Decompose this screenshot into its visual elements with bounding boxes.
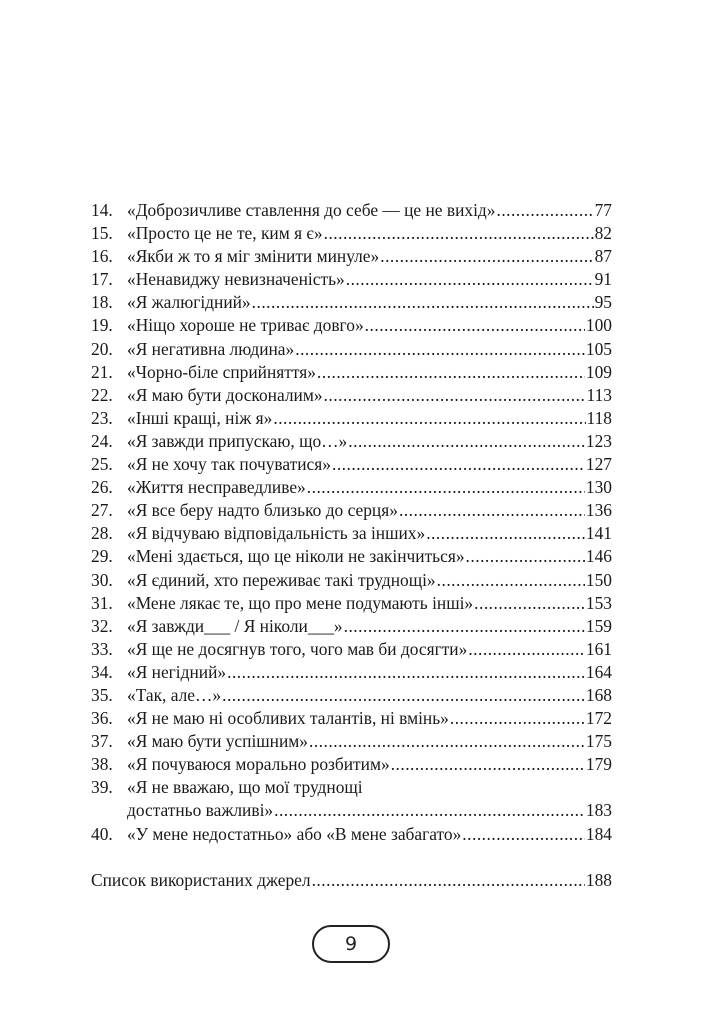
toc-entry[interactable] xyxy=(91,707,612,730)
toc-entry-number: 15. xyxy=(91,223,113,244)
toc-entry-number: 31. xyxy=(91,592,113,613)
leader-dots xyxy=(324,222,594,245)
toc-entry-number: 23. xyxy=(91,407,113,428)
toc-entry-title: «Я відчуваю відповідальність за інших» xyxy=(127,523,426,544)
leader-dots xyxy=(227,661,585,684)
leader-dots xyxy=(468,638,585,661)
page-number-badge xyxy=(312,925,390,963)
toc-entry-page: 159 xyxy=(585,615,612,636)
leader-dots xyxy=(348,430,585,453)
leader-dots xyxy=(426,522,585,545)
toc-entry[interactable] xyxy=(91,615,612,638)
toc-entry-page: 113 xyxy=(586,384,612,405)
leader-dots xyxy=(496,199,593,222)
toc-entry-number: 36. xyxy=(91,708,113,729)
toc-entry[interactable] xyxy=(91,545,612,568)
toc-entry-number: 34. xyxy=(91,661,113,682)
leader-dots xyxy=(346,268,594,291)
toc-entry-number: 39. xyxy=(91,777,113,798)
leader-dots xyxy=(317,361,585,384)
toc-entry-title: «Чорно-біле сприйняття» xyxy=(127,361,316,382)
leader-dots xyxy=(309,730,585,753)
leader-dots xyxy=(391,753,585,776)
toc-entry[interactable] xyxy=(91,499,612,522)
toc-entry-number: 38. xyxy=(91,754,113,775)
toc-entry-title: «Я єдиний, хто переживає такі труднощі» xyxy=(127,569,436,590)
toc-entry-number: 22. xyxy=(91,384,113,405)
toc-entry-page: 118 xyxy=(586,407,612,428)
toc-entry[interactable] xyxy=(91,453,612,476)
toc-entry[interactable] xyxy=(91,730,612,753)
page-number: 9 xyxy=(344,933,358,955)
toc-entry-number: 37. xyxy=(91,731,113,752)
toc-entry-number: 29. xyxy=(91,546,113,567)
toc-entry[interactable] xyxy=(91,638,612,661)
toc-entry-title: «Просто це не те, ким я є» xyxy=(127,223,323,244)
toc-entry-number: 17. xyxy=(91,269,113,290)
toc-entry[interactable] xyxy=(91,753,612,776)
toc-entry-page: 175 xyxy=(585,731,612,752)
toc-entry-number: 25. xyxy=(91,454,113,475)
leader-dots xyxy=(222,684,585,707)
toc-entry-title: «Я негідний» xyxy=(127,661,227,682)
toc-entry-number: 14. xyxy=(91,200,113,220)
toc-entry-title: «У мене недостатньо» або «В мене забагато» xyxy=(127,823,462,844)
toc-entry-number: 40. xyxy=(91,823,113,844)
toc-entry-page: 91 xyxy=(594,269,612,290)
toc-entry[interactable] xyxy=(91,291,612,314)
toc-entry-title: «Ніщо хороше не триває довго» xyxy=(127,315,364,336)
toc-entry-39-line1 xyxy=(91,776,612,799)
toc-entry-number: 26. xyxy=(91,477,113,498)
leader-dots xyxy=(332,453,585,476)
toc-entry-page: 188 xyxy=(585,869,612,890)
toc-entry-39-line2[interactable] xyxy=(91,799,612,822)
toc-entry-number: 21. xyxy=(91,361,113,382)
toc-entry-title: «Я не хочу так почуватися» xyxy=(127,454,331,475)
toc-entry-page: 123 xyxy=(585,430,612,451)
toc-entry[interactable] xyxy=(91,569,612,592)
toc-entry[interactable] xyxy=(91,384,612,407)
toc-entry-title-continued: достатньо важливі» xyxy=(127,800,274,821)
leader-dots xyxy=(295,338,585,361)
toc-entry-page: 127 xyxy=(585,454,612,475)
toc-entry-page: 161 xyxy=(585,638,612,659)
leader-dots xyxy=(466,545,585,568)
leader-dots xyxy=(437,569,585,592)
toc-entry-page: 105 xyxy=(585,338,612,359)
toc-entry-page: 95 xyxy=(594,292,612,313)
toc-entry-bibliography[interactable] xyxy=(91,869,612,892)
toc-entry[interactable] xyxy=(91,338,612,361)
toc-entry[interactable] xyxy=(91,361,612,384)
table-of-contents xyxy=(91,199,612,892)
toc-entry-title: «Так, але…» xyxy=(127,684,222,705)
toc-entry-page: 183 xyxy=(585,800,612,821)
leader-dots xyxy=(380,245,593,268)
toc-entry-title: «Я не маю ні особливих талантів, ні вмінь» xyxy=(127,708,449,729)
toc-entry-title: «Інші кращі, ніж я» xyxy=(127,407,273,428)
leader-dots xyxy=(344,615,585,638)
toc-entry-page: 164 xyxy=(585,661,612,682)
toc-entry-page: 153 xyxy=(585,592,612,613)
toc-entry-title: «Доброзичливе ставлення до себе — це не вихід» xyxy=(127,200,496,220)
toc-entry-title: «Я негативна людина» xyxy=(127,338,295,359)
toc-entry-page: 87 xyxy=(594,246,612,267)
toc-entry-title: «Я жалюгідний» xyxy=(127,292,251,313)
toc-entry[interactable] xyxy=(91,268,612,291)
leader-dots xyxy=(274,799,585,822)
leader-dots xyxy=(312,869,585,892)
leader-dots xyxy=(252,291,594,314)
toc-entry-number: 28. xyxy=(91,523,113,544)
leader-dots xyxy=(474,592,585,615)
toc-entry[interactable] xyxy=(91,592,612,615)
toc-entry-number: 20. xyxy=(91,338,113,359)
toc-entry-page: 109 xyxy=(585,361,612,382)
toc-entry[interactable] xyxy=(91,476,612,499)
toc-entry-page: 184 xyxy=(585,823,612,844)
leader-dots xyxy=(399,499,585,522)
toc-entry[interactable] xyxy=(91,522,612,545)
toc-entry[interactable] xyxy=(91,222,612,245)
toc-entry-page: 141 xyxy=(585,523,612,544)
toc-entry-number: 32. xyxy=(91,615,113,636)
toc-entry-page: 146 xyxy=(585,546,612,567)
toc-entry-title: «Я почуваюся морально розбитим» xyxy=(127,754,390,775)
toc-entry-number: 33. xyxy=(91,638,113,659)
toc-entry-number: 35. xyxy=(91,684,113,705)
toc-entry-number: 24. xyxy=(91,430,113,451)
toc-entry-title: «Ненавиджу невизначеність» xyxy=(127,269,345,290)
toc-entry-number: 30. xyxy=(91,569,113,590)
toc-entry-number: 16. xyxy=(91,246,113,267)
toc-entry-page: 150 xyxy=(585,569,612,590)
toc-entry-page: 82 xyxy=(594,223,612,244)
toc-entry-page: 168 xyxy=(585,684,612,705)
toc-entry[interactable] xyxy=(91,407,612,430)
toc-entry-title: «Якби ж то я міг змінити минуле» xyxy=(127,246,380,267)
toc-entry-title: «Я завжди припускаю, що…» xyxy=(127,430,348,451)
leader-dots xyxy=(307,476,585,499)
toc-entry-number: 18. xyxy=(91,292,113,313)
toc-entry-number: 19. xyxy=(91,315,113,336)
toc-entry-40[interactable] xyxy=(91,823,612,846)
leader-dots xyxy=(365,314,585,337)
toc-entry[interactable] xyxy=(91,661,612,684)
toc-entry-title: «Я завжди___ / Я ніколи___» xyxy=(127,615,343,636)
toc-entry[interactable] xyxy=(91,430,612,453)
toc-entry[interactable] xyxy=(91,314,612,337)
toc-entry-page: 77 xyxy=(594,200,612,220)
toc-entry-title: Список використаних джерел xyxy=(91,869,311,890)
toc-entry-title: «Я все беру надто близько до серця» xyxy=(127,500,398,521)
toc-entry-page: 100 xyxy=(585,315,612,336)
toc-entry-title: «Я ще не досягнув того, чого мав би досягти» xyxy=(127,638,468,659)
toc-entry-title: «Мене лякає те, що про мене подумають інші» xyxy=(127,592,474,613)
toc-entry-page: 179 xyxy=(585,754,612,775)
leader-dots xyxy=(462,823,585,846)
toc-entry-page: 130 xyxy=(585,477,612,498)
toc-entry-title: «Я не вважаю, що мої труднощі xyxy=(127,777,363,798)
toc-entry[interactable] xyxy=(91,199,612,222)
toc-entry[interactable] xyxy=(91,245,612,268)
toc-entry-title: «Життя несправедливе» xyxy=(127,477,306,498)
leader-dots xyxy=(450,707,585,730)
toc-entry-page: 136 xyxy=(585,500,612,521)
toc-entry-title: «Я маю бути досконалим» xyxy=(127,384,323,405)
toc-entry-title: «Мені здається, що це ніколи не закінчиться» xyxy=(127,546,465,567)
toc-entry-page: 172 xyxy=(585,708,612,729)
toc-entry-title: «Я маю бути успішним» xyxy=(127,731,308,752)
leader-dots xyxy=(324,384,586,407)
leader-dots xyxy=(273,407,585,430)
toc-entry-number: 27. xyxy=(91,500,113,521)
toc-entry[interactable] xyxy=(91,684,612,707)
